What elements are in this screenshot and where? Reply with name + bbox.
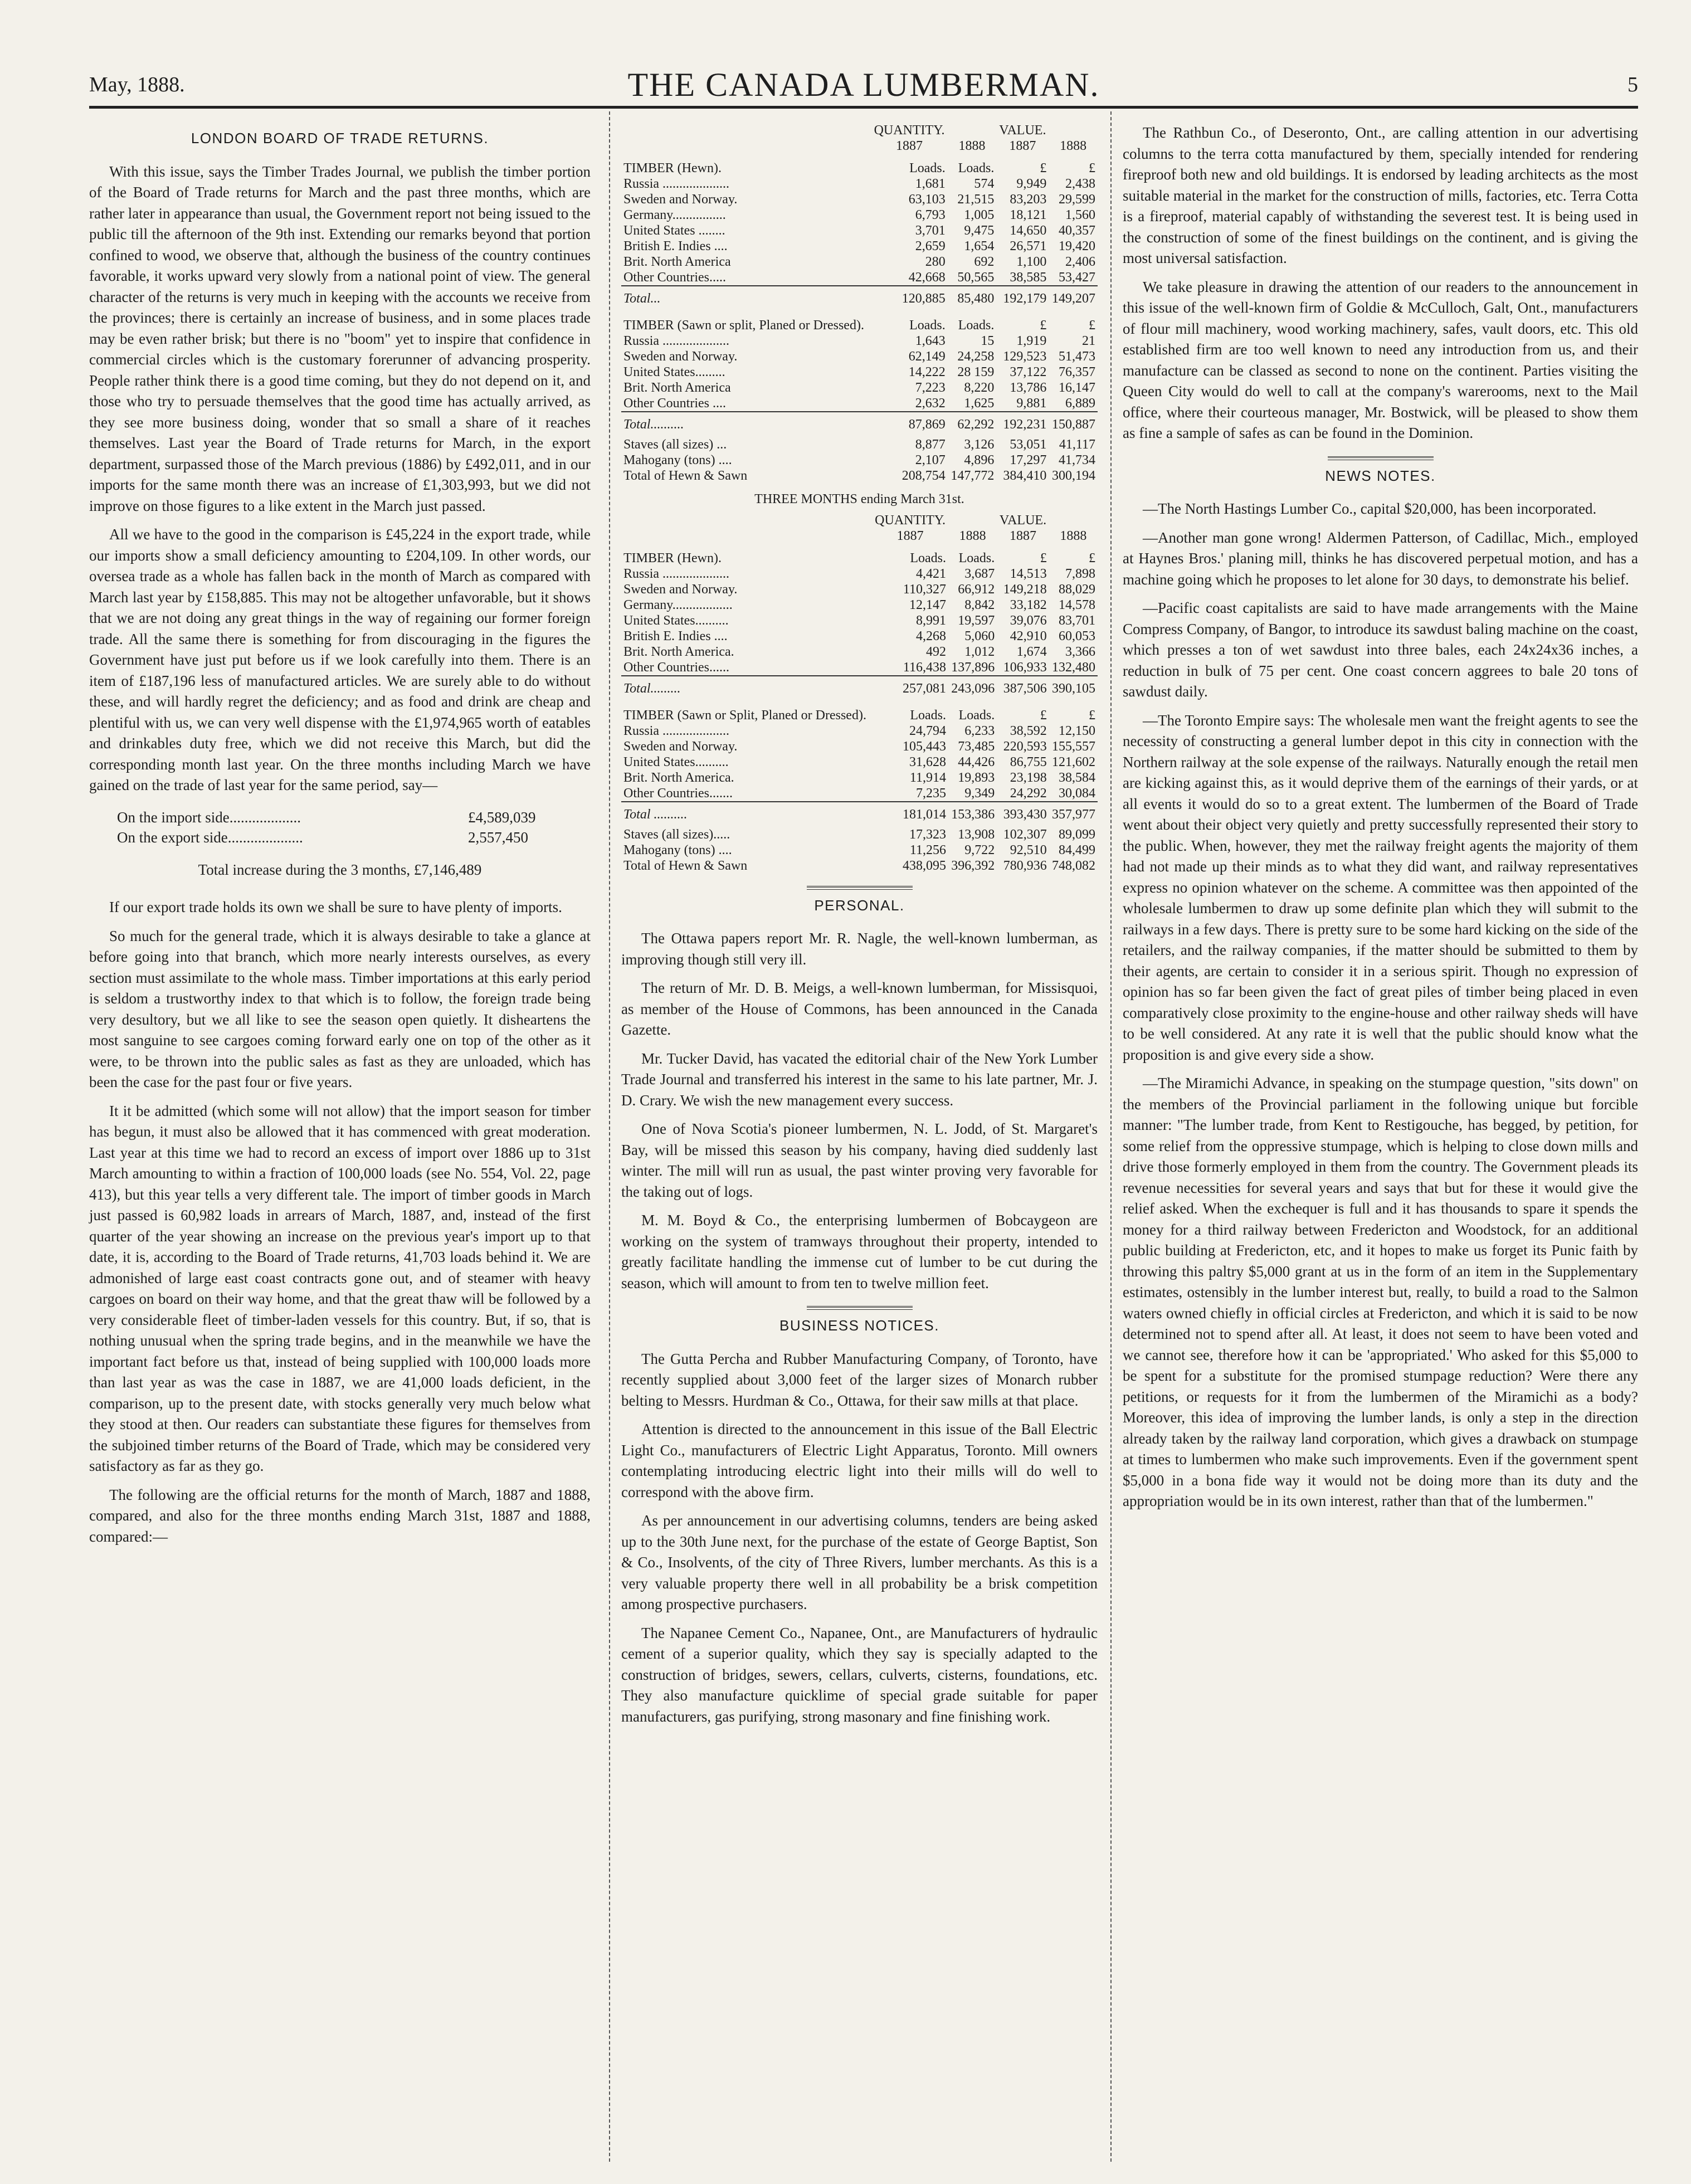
table-cell: 1887 xyxy=(896,528,924,543)
table-cell: QUANTITY. xyxy=(874,123,945,138)
table-cell: 1888 xyxy=(958,139,986,153)
table-cell: 7,235 xyxy=(916,786,947,801)
table-cell: Sweden and Norway. xyxy=(623,739,738,754)
table-cell: Sweden and Norway. xyxy=(623,582,738,597)
table-cell: 147,772 xyxy=(951,469,995,483)
table-cell: 9,881 xyxy=(1016,396,1047,411)
table-row xyxy=(621,396,1098,412)
article-paragraph: With this issue, says the Timber Trades Journal, we publish the timber portion of the Board of Trade returns for March and the past three months, which are rather later in appearance than usual, the Government report not being issued to the public till the afternoon of the 9th inst. Extending our remarks beyond that portion confined to wood, we observe that, although the business of the country continues favorable, it works upward very slowly from a national point of view. The general character of the returns is very much in keeping with the accounts we receive from the provinces; there is certainly an increase of business, and in some places trade may be even rather brisk; but there is no "boom" yet to inspire that confidence in commercial circles which is the customary forerunner of advancing prosperity. People rather think there is a good time coming, but they do not depend on it, and those who try to persuade themselves that the good time has actually arrived, as they see more business doing, wonder that so small a share of it reaches themselves. Last year the Board of Trade returns for March, in the export department, surpassed those of the March previous (1886) by £492,011, and in our imports for the same month there was an increase of £1,303,993, but we did not improve on those figures to a like extent in the March just passed. xyxy=(89,163,591,514)
table-cell: 137,896 xyxy=(951,660,995,675)
table-cell: 1,674 xyxy=(1016,644,1047,659)
business-paragraph: As per announcement in our advertising columns, tenders are being asked up to the 30th June next, for the purchase of the estate of George Baptist, Son & Co., Insolvents, of the city of Three Rivers, lumber merchants. As this is a very valuable property there well in all probability be a brisk competition among prospective purchasers. xyxy=(621,1512,1098,1612)
table-cell: 62,292 xyxy=(948,412,997,437)
table-cell: £ xyxy=(1089,318,1095,333)
table-row xyxy=(621,842,1098,858)
table-row xyxy=(621,380,1098,396)
table-cell: 6,233 xyxy=(964,723,995,738)
table-cell: Total... xyxy=(621,286,871,311)
table-cell: 13,908 xyxy=(958,827,995,842)
table-row xyxy=(621,437,1098,452)
table-cell: 8,877 xyxy=(915,437,946,452)
table-cell: 88,029 xyxy=(1059,582,1095,597)
table-cell: 28 159 xyxy=(957,365,995,379)
table-cell: Total......... xyxy=(621,676,872,701)
table-cell: 257,081 xyxy=(872,676,948,701)
table-cell: 92,510 xyxy=(1010,842,1047,857)
table-cell: £ xyxy=(1040,708,1047,723)
table-cell: Brit. North America. xyxy=(623,644,734,659)
table-row xyxy=(621,176,1098,192)
table-cell: United States.......... xyxy=(623,754,729,769)
table-row xyxy=(621,660,1098,676)
business-paragraph: The Gutta Percha and Rubber Manufacturing Company, of Toronto, have recently supplied about 3,000 feet of the larger sizes of Monarch rubber belting to Messrs. Hurdman & Co., Ottawa, for their saw mills at that place. xyxy=(621,1350,1098,1409)
table-cell: 692 xyxy=(974,255,995,269)
table-cell: 37,122 xyxy=(1010,365,1047,379)
table-cell: 102,307 xyxy=(1003,827,1047,842)
table-cell: 38,592 xyxy=(1010,723,1047,738)
table-cell: 12,150 xyxy=(1059,723,1095,738)
section-title-row xyxy=(621,701,1098,723)
table-cell: 2,438 xyxy=(1065,177,1095,191)
table-cell: 9,475 xyxy=(964,223,995,238)
table-cell: 208,754 xyxy=(901,469,946,483)
table-cell: United States.......... xyxy=(623,613,729,628)
table-cell: 357,977 xyxy=(1049,802,1098,827)
table-cell xyxy=(948,513,997,528)
table-cell: United States......... xyxy=(623,365,725,379)
table-cell: 300,194 xyxy=(1052,469,1095,483)
table-cell: 19,597 xyxy=(958,613,995,628)
table-cell: Total of Hewn & Sawn xyxy=(623,858,748,873)
table-cell: 66,912 xyxy=(958,582,995,597)
table-cell: 181,014 xyxy=(872,802,948,827)
table-cell: 21 xyxy=(1082,334,1095,348)
masthead-title: THE CANADA LUMBERMAN. xyxy=(627,66,1100,103)
table-cell: 1887 xyxy=(1009,139,1036,153)
personal-paragraph: Mr. Tucker David, has vacated the editorial chair of the New York Lumber Trade Journal and transferred his interest in the same to his late partner, Mr. J. D. Crary. We wish the new management every success. xyxy=(621,1050,1098,1109)
table-cell: TIMBER (Hewn). xyxy=(623,550,722,566)
table-cell: 2,406 xyxy=(1065,255,1095,269)
table-cell: Russia .................... xyxy=(623,177,730,191)
table-cell: 1,100 xyxy=(1016,255,1047,269)
table-cell: 8,220 xyxy=(964,381,995,395)
table-cell: TIMBER (Sawn or split, Planed or Dressed). xyxy=(623,318,864,333)
table-cell: Loads. xyxy=(958,161,995,176)
total-row xyxy=(621,412,1098,437)
table-cell: TIMBER (Sawn or Split, Planed or Dressed). xyxy=(623,708,866,723)
section-title-row xyxy=(621,154,1098,176)
news-paragraph: —The Toronto Empire says: The wholesale men want the freight agents to see the necessity of constructing a general lumber depot in this city in connection with the Northern railway at the sole expense of the railways. Naturally enough the retail men are kicking against this, as it would deprive them of the earnings of their yards, or at all events it would do so to a great extent. The lumbermen of the Board of Trade went about their object very quietly and pretty successfully represented their story to the public. When, however, they met the railway freight agents the majority of them had not made up their minds as to what they did want, and railway representatives express no opinion whatever on the scheme. A committee was then appointed of the wholesale lumbermen to draw up some definite plan which they will submit to the railways in a few days. There is pretty sure to be some hard kicking on the side of the retailers, and the railway companies, if the matter should be submitted to them by their agents, are certain to consider it in a serious spirit. Though no expression of opinion has so far been given the fact of great piles of timber being placed in even comparatively close proximity to the engine-house and other railway sheds will have to be well considered. At any rate it is well that the public should know what the proposition is and give every side a show. xyxy=(1123,711,1638,1063)
table-cell: QUANTITY. xyxy=(875,513,946,528)
table-cell: £ xyxy=(1040,318,1047,333)
table-cell: 13,786 xyxy=(1010,381,1047,395)
table-cell: British E. Indies .... xyxy=(623,628,728,644)
table-cell: 29,599 xyxy=(1059,192,1095,207)
table-cell: 384,410 xyxy=(1003,469,1047,483)
table-cell: 9,722 xyxy=(964,842,995,857)
table-cell: 6,793 xyxy=(915,208,946,222)
news-paragraph: —The North Hastings Lumber Co., capital $20,000, has been incorporated. xyxy=(1143,500,1597,517)
table-cell: 3,366 xyxy=(1065,644,1095,659)
table-cell: 12,147 xyxy=(909,597,947,612)
table-cell: 23,198 xyxy=(1010,770,1047,785)
article-paragraph: All we have to the good in the comparison is £45,224 in the export trade, while our imports show a small deficiency amounting to £204,109. In other words, our oversea trade as a whole has fallen back in the month of March as compared with March last year by £158,885. This may not be altogether unfavorable, but it shows that we are not doing any great things in the way of regaining our former foreign trade. All the same there is something for from discouraging in the figures the Government have just put before us if we look carefully into them. There is an item of £187,196 less of manufactured articles. We are surely able to do without these, and will hardly regret the deficiency; and as food and drink are cheap and plentiful with us, we can very well dispense with the £1,974,965 worth of eatables and drinkables duty free, which we did not receive this March, but did the corresponding month last year. On the three months including March we have gained on the trade of last year for the same period, say— xyxy=(89,526,591,793)
table-cell: Mahogany (tons) .... xyxy=(623,453,732,467)
table-cell: 63,103 xyxy=(908,192,946,207)
table-cell: 86,755 xyxy=(1010,754,1047,769)
table-cell: 220,593 xyxy=(1003,739,1047,754)
table-cell: £ xyxy=(1040,161,1047,176)
table-cell: Mahogany (tons) .... xyxy=(623,842,732,857)
table-cell: 153,386 xyxy=(948,802,997,827)
table-row xyxy=(621,754,1098,770)
table-row xyxy=(621,238,1098,254)
table-row xyxy=(621,858,1098,874)
business-paragraph: Attention is directed to the announcement in this issue of the Ball Electric Light Co., manufacturers of Electric Light Apparatus, Toronto. Mill owners contemplating introducing electric light into their mills will do well to correspond with the above firm. xyxy=(621,1421,1098,1500)
table-cell: 2,107 xyxy=(915,453,946,467)
table-cell xyxy=(1049,513,1098,528)
news-paragraph: —Another man gone wrong! Aldermen Patterson, of Cadillac, Mich., employed at Haynes Bros.' planing mill, thinks he has discovered perpetual motion, and has a machine going which he proposes to let alone for 30 days, to demonstrate his belief. xyxy=(1123,529,1638,588)
section-rule xyxy=(807,1306,913,1310)
total-row xyxy=(621,676,1098,701)
table-cell: 387,506 xyxy=(997,676,1049,701)
table-cell: 11,256 xyxy=(909,842,947,857)
table-cell: 8,991 xyxy=(916,613,947,628)
table-row xyxy=(621,254,1098,270)
table-cell: 1,012 xyxy=(964,644,995,659)
news-paragraph: —The Miramichi Advance, in speaking on the stumpage question, "sits down" on the members of the Provincial parliament in the following unique but forcible manner: "The lumber trade, from Kent to Restigouche, has begged, by petition, for some relief from the oppressive stumpage, which is helping to close down mills and drive those formerly employed in them from the country. The Government pleads its revenue necessities for several years and says that but for these it would give the relief asked. When the exchequer is full and it has thousands to spare it spends the money for a third railway between Fredericton and Woodstock, for an additional public building at Fredericton, etc, and it hopes to make us forget its Punic faith by throwing this paltry $5,000 grant at us in the form of an item in the Supplementary estimates, ostensibly in the lumber interest but, really, to build a road to the Salmon waters owned chiefly in official circles at Fredericton, and which it is said to be now determined not to spend after all. At least, it does not seem to have been voted and we cannot see, therefore how it can be 'appropriated.' Who asked for this $5,000 to be spent for a substitute for the promised stumpage reduction? Were there any petitions, or requests for it from the lumbermen of the Miramichi as a body? Moreover, this idea of improving the lumber lands, is only a step in the direction already taken by the railway land corporation, which gives a drawback on stumpage at times to lumbermen who make such improvements. Even if the government spent $5,000 in a bona fide way it would not be doing more than its duty and the appropriation would be in its own interest, rather than that of the lumbermen." xyxy=(1123,1075,1638,1509)
table-cell xyxy=(621,528,872,544)
table-cell: 120,885 xyxy=(871,286,947,311)
table-cell: 155,557 xyxy=(1052,739,1095,754)
returns-table xyxy=(621,513,1098,874)
table-cell: 89,099 xyxy=(1059,827,1095,842)
table-row xyxy=(621,786,1098,802)
table-cell: Brit. North America. xyxy=(623,770,734,785)
table-cell: 780,936 xyxy=(1003,858,1047,873)
table-cell: 16,147 xyxy=(1059,381,1095,395)
table-cell: 3,126 xyxy=(964,437,995,452)
table-cell: 30,084 xyxy=(1059,786,1095,801)
header-date: May, 1888. xyxy=(89,73,185,96)
table-cell: 192,179 xyxy=(996,286,1049,311)
table-cell: Russia .................... xyxy=(623,566,730,581)
table-cell: 1,654 xyxy=(964,239,995,254)
table-cell: 9,949 xyxy=(1016,177,1047,191)
table-cell: 132,480 xyxy=(1052,660,1095,675)
table-cell: 3,701 xyxy=(915,223,946,238)
table-row xyxy=(621,628,1098,644)
table-cell: 6,889 xyxy=(1065,396,1095,411)
table-cell: 438,095 xyxy=(903,858,947,873)
table-cell: 21,515 xyxy=(957,192,995,207)
table-cell: Loads. xyxy=(909,318,946,333)
table-cell: 280 xyxy=(925,255,946,269)
table-row xyxy=(621,364,1098,380)
table-cell: Sweden and Norway. xyxy=(623,192,738,207)
table-cell: 41,117 xyxy=(1059,437,1095,452)
table-cell xyxy=(621,513,872,528)
table-cell: 84,499 xyxy=(1059,842,1095,857)
column-3 xyxy=(1123,123,1638,1520)
notice-paragraph: We take pleasure in drawing the attention of our readers to the announcement in this issue of the well-known firm of Goldie & McCulloch, Galt, Ont., manufacturers of flour mill machinery, wood working machinery, safes, vault doors, etc. This old established firm are too well known to need any introduction from us, and their manufacture can be classed as second to none on the continent. Parties visiting the Queen City would do well to call at the company's warerooms, next to the Mail office, where their courteous manager, Mr. Bostwick, will be pleased to show them as fine a sample of safes as can be found in the Dominion. xyxy=(1123,278,1638,441)
table-cell: Other Countries....... xyxy=(623,786,733,801)
table-cell: 39,076 xyxy=(1010,613,1047,628)
table-row xyxy=(621,192,1098,207)
table-cell: 4,268 xyxy=(916,628,947,644)
table-cell: 5,060 xyxy=(964,628,995,644)
table-row xyxy=(621,207,1098,223)
table-cell: 40,357 xyxy=(1059,223,1095,238)
table-cell: 17,323 xyxy=(909,827,947,842)
table-cell xyxy=(621,123,871,138)
table-cell: VALUE. xyxy=(999,513,1047,528)
business-heading: BUSINESS NOTICES. xyxy=(779,1317,939,1334)
table-cell: 243,096 xyxy=(948,676,997,701)
table-cell: Brit. North America xyxy=(623,255,731,269)
table-cell: 492 xyxy=(926,644,947,659)
news-heading: NEWS NOTES. xyxy=(1325,467,1436,484)
article-paragraph: So much for the general trade, which it is always desirable to take a glance at before going into that branch, which more nearly interests ourselves, as every section must assimilate to the whole mass. Timber importations at this early period is seldom a trustworthy index to that which is to follow, the foreign trade being very desultory, but we all like to see the season open quietly. It disheartens the most sanguine to see cargoes coming forward early one on top of the other as it were, to be thrown into the public sales as fast as they are unloaded, which has been the case for the past four or five years. xyxy=(89,927,591,1090)
table-header xyxy=(621,123,1098,138)
table-cell: 2,659 xyxy=(915,239,946,254)
column-divider xyxy=(609,111,610,2162)
table-row xyxy=(621,468,1098,484)
article-paragraph: The following are the official returns for the month of March, 1887 and 1888, compared, and also for the three months ending March 31st, 1887 and 1888, compared:— xyxy=(89,1486,591,1545)
table-cell: 1888 xyxy=(1060,528,1087,543)
table-cell: 38,585 xyxy=(1010,270,1047,285)
table-cell: 7,898 xyxy=(1065,566,1095,581)
table-cell: 62,149 xyxy=(908,349,946,364)
table-cell: 87,869 xyxy=(871,412,947,437)
table-cell: 14,222 xyxy=(908,365,946,379)
three-months-caption: THREE MONTHS ending March 31st. xyxy=(754,492,964,506)
table-cell: Russia .................... xyxy=(623,723,730,738)
year-row xyxy=(621,138,1098,154)
trade-summary xyxy=(117,807,591,847)
table-cell: 60,053 xyxy=(1059,628,1095,644)
table-cell: 85,480 xyxy=(948,286,997,311)
section-rule xyxy=(807,886,913,890)
table-cell: British E. Indies .... xyxy=(623,239,728,254)
table-cell: Other Countries...... xyxy=(623,660,729,675)
table-cell: 106,933 xyxy=(1003,660,1047,675)
table-cell: 8,842 xyxy=(964,597,995,612)
summary-total: Total increase during the 3 months, £7,146,489 xyxy=(198,861,482,878)
table-cell: 390,105 xyxy=(1049,676,1098,701)
table-cell: 149,207 xyxy=(1049,286,1098,311)
table-cell: 1,625 xyxy=(964,396,995,411)
table-cell: 19,420 xyxy=(1059,239,1095,254)
table-row xyxy=(621,333,1098,349)
table-cell: 17,297 xyxy=(1010,453,1047,467)
table-cell: Staves (all sizes) ... xyxy=(623,437,727,452)
table-cell: Other Countries .... xyxy=(623,396,726,411)
timber-returns-tables xyxy=(621,123,1098,874)
table-cell: 44,426 xyxy=(958,754,995,769)
article-heading: LONDON BOARD OF TRADE RETURNS. xyxy=(191,130,489,147)
page-header xyxy=(89,67,1638,106)
table-cell: 748,082 xyxy=(1052,858,1095,873)
table-cell: 105,443 xyxy=(903,739,947,754)
personal-paragraph: M. M. Boyd & Co., the enterprising lumbermen of Bobcaygeon are working on the system of tramways throughout their property, intended to greatly facilitate handling the immense cut of lumber to be cut during the season, which will amount to from ten to twelve million feet. xyxy=(621,1212,1098,1291)
news-paragraph: —Pacific coast capitalists are said to have made arrangements with the Maine Compress Company, of Bangor, to introduce its sawdust baling machine on the coast, which presses a ton of wet sawdust into three bales, each 24x24x36 inches, a reduction in bulk of 75 per cent. One coast concern aggrees to bale 20 tons of sawdust daily. xyxy=(1123,599,1638,700)
table-cell: 116,438 xyxy=(903,660,947,675)
table-row xyxy=(621,770,1098,786)
section-title-row xyxy=(621,311,1098,333)
table-cell: 1,919 xyxy=(1016,334,1047,348)
table-cell: 1887 xyxy=(896,139,923,153)
table-cell: 1887 xyxy=(1009,528,1036,543)
summary-row: On the import side................... £4,589,039 xyxy=(117,808,536,826)
table-cell: Other Countries..... xyxy=(623,270,726,285)
section-rule xyxy=(1328,456,1434,460)
table-cell: TIMBER (Hewn). xyxy=(623,161,722,176)
table-cell: 3,687 xyxy=(964,566,995,581)
table-cell: 110,327 xyxy=(903,582,947,597)
table-cell: 42,910 xyxy=(1010,628,1047,644)
table-row xyxy=(621,582,1098,597)
table-cell: 14,578 xyxy=(1059,597,1095,612)
article-paragraph: If our export trade holds its own we shall be sure to have plenty of imports. xyxy=(109,899,562,915)
table-cell: Germany................ xyxy=(623,208,726,222)
column-1 xyxy=(89,123,591,1555)
table-cell: 1,681 xyxy=(915,177,946,191)
table-cell: 83,701 xyxy=(1059,613,1095,628)
table-cell: 24,794 xyxy=(909,723,947,738)
table-row xyxy=(621,644,1098,660)
header-rule xyxy=(89,106,1638,109)
table-cell: Total .......... xyxy=(621,802,872,827)
table-header xyxy=(621,513,1098,528)
table-cell: Loads. xyxy=(958,318,995,333)
table-cell: 83,203 xyxy=(1010,192,1047,207)
table-cell: 11,914 xyxy=(909,770,947,785)
table-cell xyxy=(1049,123,1098,138)
table-cell: 2,632 xyxy=(915,396,946,411)
table-cell: £ xyxy=(1040,550,1047,566)
table-cell xyxy=(948,123,997,138)
table-cell: 50,565 xyxy=(957,270,995,285)
table-cell: 7,223 xyxy=(915,381,946,395)
table-row xyxy=(621,597,1098,613)
table-cell: 51,473 xyxy=(1059,349,1095,364)
personal-paragraph: The return of Mr. D. B. Meigs, a well-known lumberman, for Missisquoi, as member of the House of Commons, has been announced in the Canada Gazette. xyxy=(621,979,1098,1038)
table-cell: 33,182 xyxy=(1010,597,1047,612)
table-row xyxy=(621,739,1098,754)
table-cell: 396,392 xyxy=(951,858,995,873)
table-cell: Loads. xyxy=(910,708,947,723)
summary-row: On the export side.................... 2,557,450 xyxy=(117,828,528,846)
table-cell: Loads. xyxy=(958,550,995,566)
table-cell: 1888 xyxy=(959,528,986,543)
table-cell: 53,427 xyxy=(1059,270,1095,285)
table-cell: 41,734 xyxy=(1059,453,1095,467)
table-cell: 38,584 xyxy=(1059,770,1095,785)
table-cell: 1888 xyxy=(1060,139,1087,153)
table-row xyxy=(621,827,1098,842)
year-row xyxy=(621,528,1098,544)
table-cell: 192,231 xyxy=(996,412,1049,437)
table-cell: 1,560 xyxy=(1065,208,1095,222)
article-paragraph: It it be admitted (which some will not allow) that the import season for timber has begun, it must also be allowed that it has commenced with great moderation. Last year at this time we had to record an excess of import over 1886 up to 31st March amounting to within a fraction of 100,000 loads (see No. 554, Vol. 22, page 413), but this year tells a very different tale. The import of timber goods in March just passed is 60,982 loads in arrears of March, 1887, and, instead of the first quarter of the year showing an increase on the previous year's import up to that date, it is, according to the Board of Trade returns, 41,703 loads behind it. We are admonished of large east coast contracts gone out, and of steamer with heavy cargoes on board on their way home, and that the great thaw will be followed by a very considerable fleet of timber-laden vessels for this country. But, if so, that is nothing unusual when the spring trade begins, and in the meanwhile we have the important fact before us that, instead of being supplied with 100,000 loads more than last year as was the case in 1887, we are 41,000 loads deficient, in the comparison, up to the present date, with stocks generally very much below what they stood at then. Our readers can substantiate these figures for themselves from the subjoined timber returns of the Board of Trade, which may be considered very satisfactory as far as they go. xyxy=(89,1102,591,1474)
table-cell: 31,628 xyxy=(909,754,947,769)
notice-paragraph: The Rathbun Co., of Deseronto, Ont., are calling attention in our advertising columns to the terra cotta manufactured by them, specially intended for rendering fireproof both new and old buildings. It is endorsed by leading architects as the most suitable material in the market for the construction of mills, factories, etc. Terra Cotta is a fireproof, material capably of withstanding the severest test. It is being used in the construction of some of the finest buildings on the continent, and is giving the most universal satisfaction. xyxy=(1123,124,1638,266)
table-cell xyxy=(621,138,871,154)
table-cell: Brit. North America xyxy=(623,381,731,395)
table-cell: 53,051 xyxy=(1010,437,1047,452)
table-cell: Russia .................... xyxy=(623,334,730,348)
section-title-row xyxy=(621,544,1098,566)
personal-paragraph: The Ottawa papers report Mr. R. Nagle, the well-known lumberman, as improving though still very ill. xyxy=(621,930,1098,968)
table-cell: 149,218 xyxy=(1003,582,1047,597)
table-cell: Sweden and Norway. xyxy=(623,349,738,364)
table-cell: £ xyxy=(1089,708,1095,723)
table-cell: 4,421 xyxy=(916,566,947,581)
returns-table xyxy=(621,123,1098,484)
table-cell: 121,602 xyxy=(1052,754,1095,769)
table-cell: United States ........ xyxy=(623,223,725,238)
total-row xyxy=(621,802,1098,827)
table-cell: 14,650 xyxy=(1010,223,1047,238)
table-row xyxy=(621,452,1098,468)
table-row xyxy=(621,349,1098,364)
table-cell: £ xyxy=(1089,161,1095,176)
table-cell: 15 xyxy=(981,334,995,348)
table-row xyxy=(621,223,1098,238)
table-cell: Total.......... xyxy=(621,412,871,437)
table-cell: 19,893 xyxy=(958,770,995,785)
personal-heading: PERSONAL. xyxy=(814,896,905,914)
column-divider xyxy=(1110,111,1112,2162)
table-cell: 76,357 xyxy=(1059,365,1095,379)
table-cell: 129,523 xyxy=(1003,349,1047,364)
table-cell: 150,887 xyxy=(1049,412,1098,437)
table-cell: 18,121 xyxy=(1010,208,1047,222)
table-cell: Germany.................. xyxy=(623,597,733,612)
page-number: 5 xyxy=(1627,73,1638,96)
total-row xyxy=(621,286,1098,311)
table-cell: 24,258 xyxy=(957,349,995,364)
table-cell: 1,005 xyxy=(964,208,995,222)
table-cell: 24,292 xyxy=(1010,786,1047,801)
table-cell: 1,643 xyxy=(915,334,946,348)
table-row xyxy=(621,723,1098,739)
personal-paragraph: One of Nova Scotia's pioneer lumbermen, N. L. Jodd, of St. Margaret's Bay, will be missed this season by his company, having died suddenly last winter. The mill will run as usual, the past winter proving very favorable for the taking out of logs. xyxy=(621,1120,1098,1200)
table-cell: 574 xyxy=(974,177,995,191)
table-cell: 42,668 xyxy=(908,270,946,285)
table-cell: Total of Hewn & Sawn xyxy=(623,469,748,483)
business-paragraph: The Napanee Cement Co., Napanee, Ont., are Manufacturers of hydraulic cement of a superior quality, which they say is specially adapted to the construction of bridges, sewers, cellars, culverts, cisterns, foundations, etc. They also manufacture quicklime of special grade suitable for paper manufacturers, gas purifying, strong masonary and fine finishing work. xyxy=(621,1624,1098,1725)
table-row xyxy=(621,613,1098,628)
table-row xyxy=(621,566,1098,582)
table-cell: 4,896 xyxy=(964,453,995,467)
table-cell: Loads. xyxy=(958,708,995,723)
table-cell: Loads. xyxy=(910,550,947,566)
column-2 xyxy=(621,123,1098,1735)
table-cell: £ xyxy=(1089,550,1095,566)
table-cell: VALUE. xyxy=(999,123,1046,138)
table-cell: Staves (all sizes)..... xyxy=(623,827,730,842)
table-cell: Loads. xyxy=(909,161,946,176)
table-row xyxy=(621,270,1098,286)
table-cell: 14,513 xyxy=(1010,566,1047,581)
table-cell: 26,571 xyxy=(1010,239,1047,254)
table-cell: 73,485 xyxy=(958,739,995,754)
table-cell: 9,349 xyxy=(964,786,995,801)
table-cell: 393,430 xyxy=(997,802,1049,827)
